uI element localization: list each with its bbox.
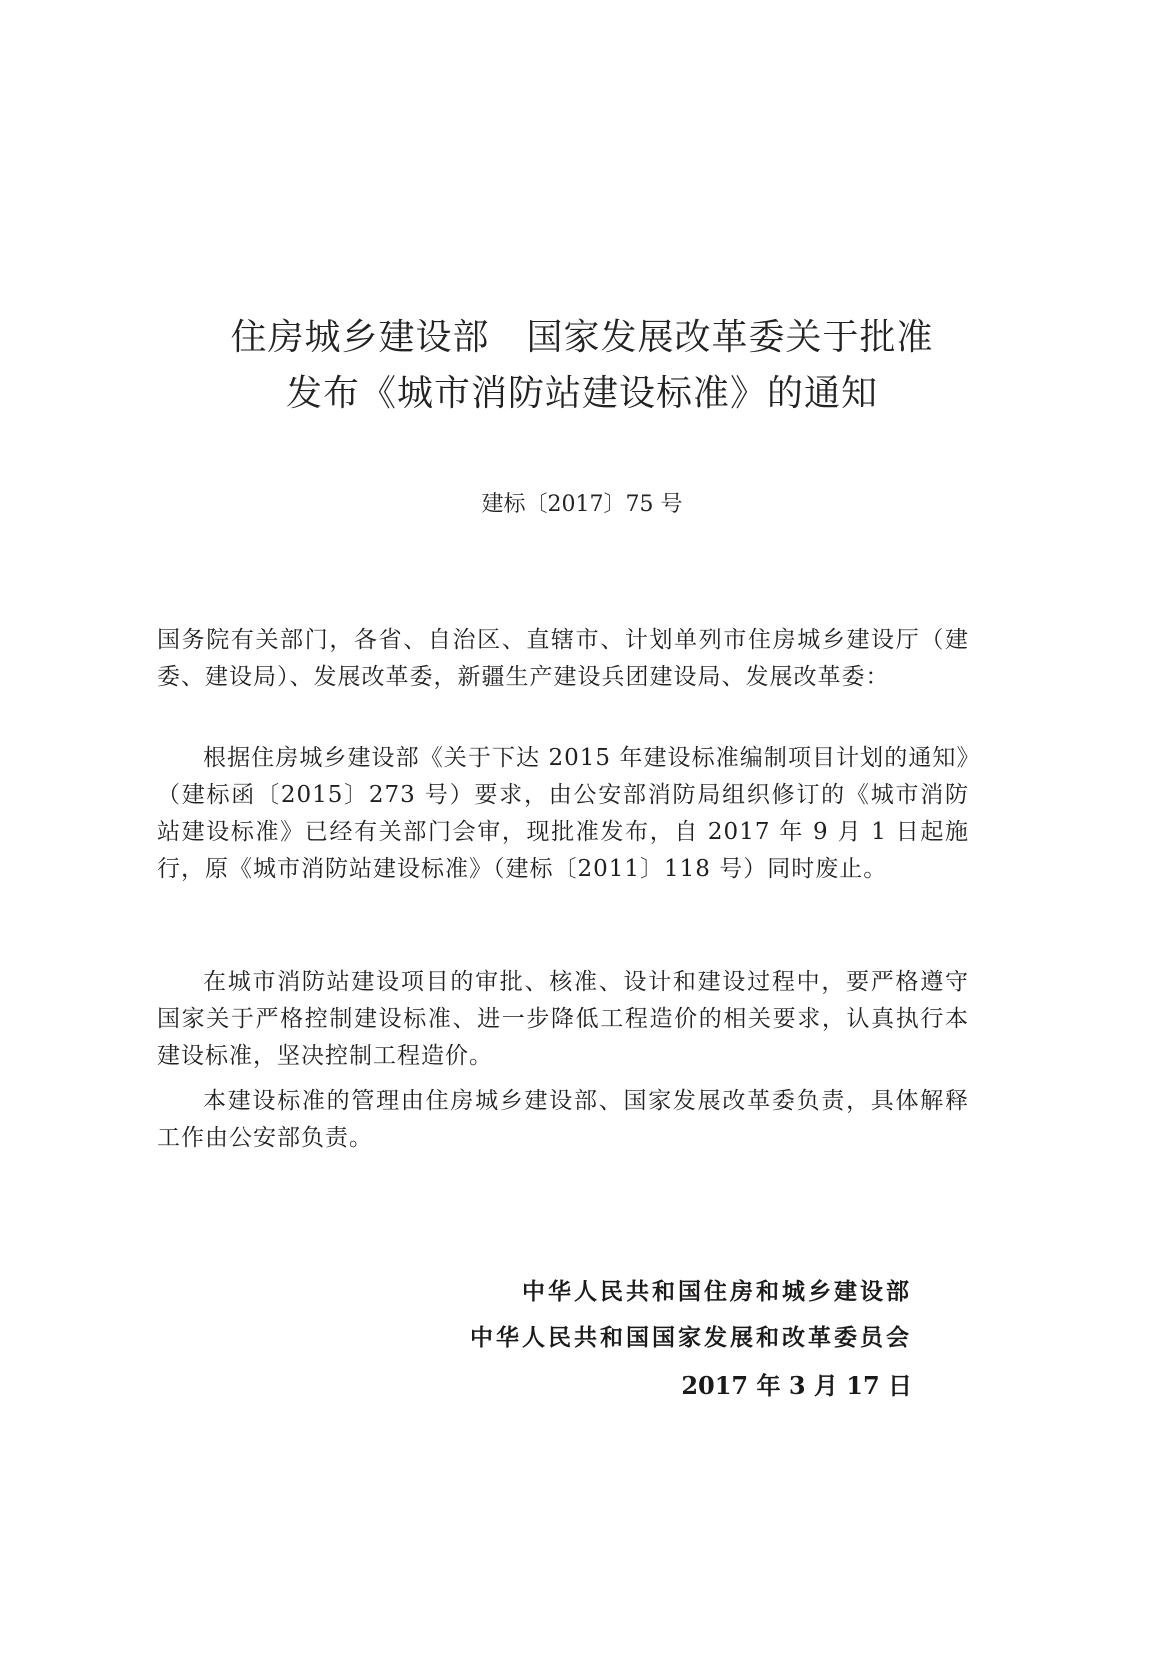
document-title-line-2: 发布《城市消防站建设标准》的通知	[285, 373, 878, 414]
paragraph-1: 根据住房城乡建设部《关于下达 2015 年建设标准编制项目计划的通知》（建标函〔2015〕273 号）要求，由公安部消防局组织修订的《城市消防站建设标准》已经有关部门会审，现批准发布，自 2017 年 9 月 1 日起施行，原《城市消防站建设标准》（建标〔2011〕118 号）同时废止。	[157, 745, 969, 882]
document-number: 建标〔2017〕75 号	[481, 492, 683, 517]
signature-org-2: 中华人民共和国国家发展和改革委员会	[470, 1325, 912, 1351]
paragraph-2: 在城市消防站建设项目的审批、核准、设计和建设过程中，要严格遵守国家关于严格控制建设标准、进一步降低工程造价的相关要求，认真执行本建设标准，坚决控制工程造价。	[157, 969, 969, 1069]
document-title-line-1: 住房城乡建设部 国家发展改革委关于批准	[230, 317, 934, 358]
signature-org-1: 中华人民共和国住房和城乡建设部	[522, 1279, 912, 1305]
signature-date: 2017 年 3 月 17 日	[681, 1371, 912, 1400]
paragraph-3: 本建设标准的管理由住房城乡建设部、国家发展改革委负责，具体解释工作由公安部负责。	[157, 1088, 969, 1151]
salutation: 国务院有关部门，各省、自治区、直辖市、计划单列市住房城乡建设厅（建委、建设局）、发展改革委，新疆生产建设兵团建设局、发展改革委：	[157, 627, 969, 690]
